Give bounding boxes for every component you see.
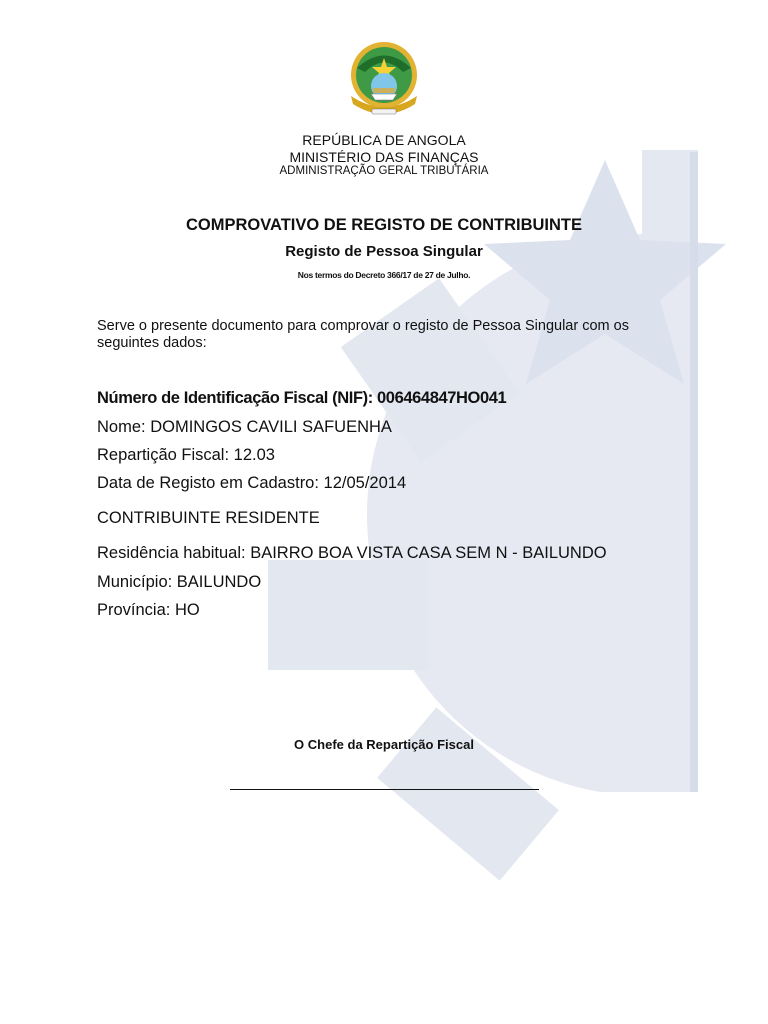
tax-office-value: 12.03 bbox=[233, 446, 275, 464]
signature-line bbox=[230, 789, 539, 790]
tax-office-label: Repartição Fiscal: bbox=[97, 446, 230, 464]
nif-value: 006464847HO041 bbox=[377, 389, 507, 407]
residence-field bbox=[97, 544, 607, 563]
registration-date-value: 12/05/2014 bbox=[323, 474, 407, 492]
municipality-field bbox=[97, 573, 261, 592]
registration-date-field bbox=[97, 474, 406, 493]
resident-status: CONTRIBUINTE RESIDENTE bbox=[97, 509, 320, 527]
nif-field bbox=[97, 389, 506, 408]
name-label: Nome: bbox=[97, 418, 146, 436]
name-field bbox=[97, 418, 392, 437]
tax-office-field bbox=[97, 446, 275, 465]
province-label: Província: bbox=[97, 601, 171, 619]
administration-title: ADMINISTRAÇÃO GERAL TRIBUTÁRIA bbox=[279, 165, 489, 177]
document-title: COMPROVATIVO DE REGISTO DE CONTRIBUINTE bbox=[185, 216, 583, 234]
province-field bbox=[97, 601, 200, 620]
residence-value: BAIRRO BOA VISTA CASA SEM N - BAILUNDO bbox=[250, 544, 607, 562]
name-value: DOMINGOS CAVILI SAFUENHA bbox=[150, 418, 392, 436]
registration-date-label: Data de Registo em Cadastro: bbox=[97, 474, 319, 492]
angola-emblem-logo bbox=[343, 38, 425, 122]
province-value: HO bbox=[174, 601, 200, 619]
republic-title: REPÚBLICA DE ANGOLA bbox=[302, 132, 466, 148]
municipality-value: BAILUNDO bbox=[176, 573, 262, 591]
decree-note: Nos termos do Decreto 366/17 de 27 de Julho. bbox=[297, 270, 471, 280]
municipality-label: Município: bbox=[97, 573, 173, 591]
signature-label: O Chefe da Repartição Fiscal bbox=[294, 737, 474, 752]
intro-paragraph: Serve o presente documento para comprovar o registo de Pessoa Singular com os seguintes dados: bbox=[97, 318, 629, 351]
residence-label: Residência habitual: bbox=[97, 544, 246, 562]
ministry-title: MINISTÉRIO DAS FINANÇAS bbox=[289, 149, 479, 165]
nif-label: Número de Identificação Fiscal (NIF): bbox=[97, 389, 373, 407]
document-subtitle: Registo de Pessoa Singular bbox=[285, 243, 483, 260]
